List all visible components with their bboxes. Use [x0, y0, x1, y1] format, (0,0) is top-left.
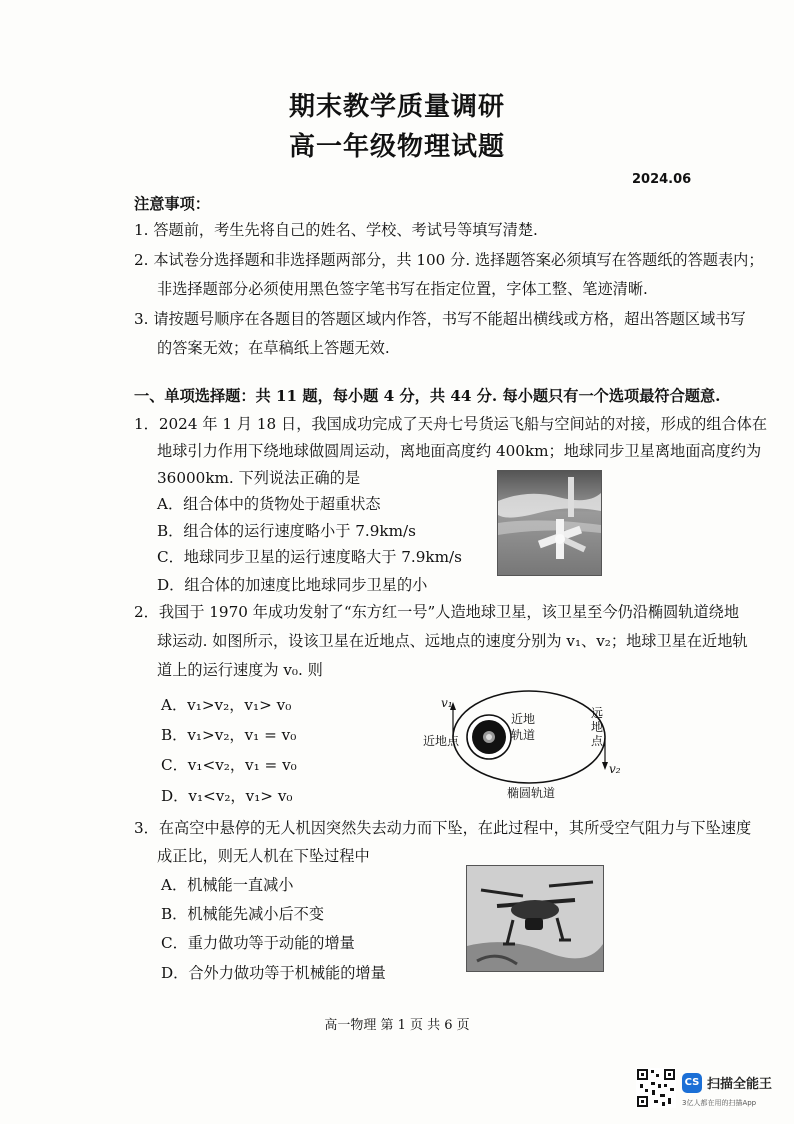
- q3-stem: 成正比，则无人机在下坠过程中: [157, 847, 370, 865]
- q1-option-a: A．组合体中的货物处于超重状态: [157, 495, 381, 513]
- v2-label: v₂: [609, 762, 621, 776]
- camscanner-tagline: 3亿人都在用的扫描App: [682, 1099, 757, 1107]
- note-item: 的答案无效；在草稿纸上答题无效.: [157, 339, 390, 357]
- page-footer: 高一物理 第 1 页 共 6 页: [324, 1018, 470, 1033]
- q2-stem: 2．我国于 1970 年成功发射了“东方红一号”人造地球卫星，该卫星至今仍沿椭圆轨道绕地: [134, 603, 740, 621]
- q2-option-b: B．v₁>v₂，v₁ = v₀: [161, 726, 297, 744]
- perigee-label: 近地点: [423, 734, 460, 748]
- v1-label: v₁: [441, 696, 453, 710]
- q1-option-b: B．组合体的运行速度略小于 7.9km/s: [157, 522, 416, 540]
- notes-heading: 注意事项：: [134, 195, 210, 213]
- q1-option-c: C．地球同步卫星的运行速度略大于 7.9km/s: [157, 548, 462, 566]
- q3-option-a: A．机械能一直减小: [161, 876, 294, 894]
- q2-option-d: D．v₁<v₂，v₁> v₀: [161, 787, 293, 805]
- q2-stem: 道上的运行速度为 v₀. 则: [157, 661, 323, 679]
- q2-option-c: C．v₁<v₂，v₁ = v₀: [161, 756, 297, 774]
- camscanner-name: 扫描全能王: [707, 1077, 773, 1092]
- space-station-photo: [497, 470, 602, 576]
- ellipse-orbit-label: 椭圆轨道: [507, 786, 556, 800]
- drone-photo: [466, 865, 604, 972]
- camscanner-logo: CS: [682, 1073, 702, 1093]
- orbit-diagram: [415, 686, 621, 802]
- exam-title: 期末教学质量调研: [288, 92, 505, 122]
- note-item: 非选择题部分必须使用黑色签字笔书写在指定位置，字体工整、笔迹清晰.: [157, 280, 648, 298]
- q1-option-d: D．组合体的加速度比地球同步卫星的小: [157, 576, 428, 594]
- near-orbit-label: 近地: [511, 712, 536, 726]
- q1-stem: 36000km. 下列说法正确的是: [157, 469, 361, 487]
- note-item: 3. 请按题号顺序在各题目的答题区域内作答，书写不能超出横线或方格，超出答题区域书写: [134, 310, 746, 328]
- apogee-label: 远地点: [591, 706, 604, 748]
- note-item: 2. 本试卷分选择题和非选择题两部分，共 100 分. 选择题答案必须填写在答题纸的答题表内；: [134, 251, 764, 269]
- near-orbit-label: 轨道: [511, 728, 536, 742]
- q2-stem: 球运动. 如图所示，设该卫星在近地点、远地点的速度分别为 v₁、v₂；地球卫星在近地轨: [157, 632, 748, 650]
- exam-date: 2024.06: [632, 172, 692, 187]
- exam-subtitle: 高一年级物理试题: [288, 132, 505, 162]
- q3-option-d: D．合外力做功等于机械能的增量: [161, 964, 386, 982]
- q1-stem: 地球引力作用下绕地球做圆周运动，离地面高度约 400km；地球同步卫星离地面高度约为: [157, 442, 762, 460]
- section-heading: 一、单项选择题：共 11 题，每小题 4 分，共 44 分. 每小题只有一个选项最符合题意.: [134, 387, 721, 405]
- q1-stem: 1．2024 年 1 月 18 日，我国成功完成了天舟七号货运飞船与空间站的对接，形成的组合体在: [134, 415, 768, 433]
- q2-option-a: A．v₁>v₂，v₁> v₀: [161, 696, 292, 714]
- note-item: 1. 答题前，考生先将自己的姓名、学校、考试号等填写清楚.: [134, 221, 538, 239]
- q3-stem: 3．在高空中悬停的无人机因突然失去动力而下坠，在此过程中，其所受空气阻力与下坠速度: [134, 819, 752, 837]
- q3-option-b: B．机械能先减小后不变: [161, 905, 325, 923]
- qr-code: [636, 1068, 676, 1108]
- q3-option-c: C．重力做功等于动能的增量: [161, 934, 355, 952]
